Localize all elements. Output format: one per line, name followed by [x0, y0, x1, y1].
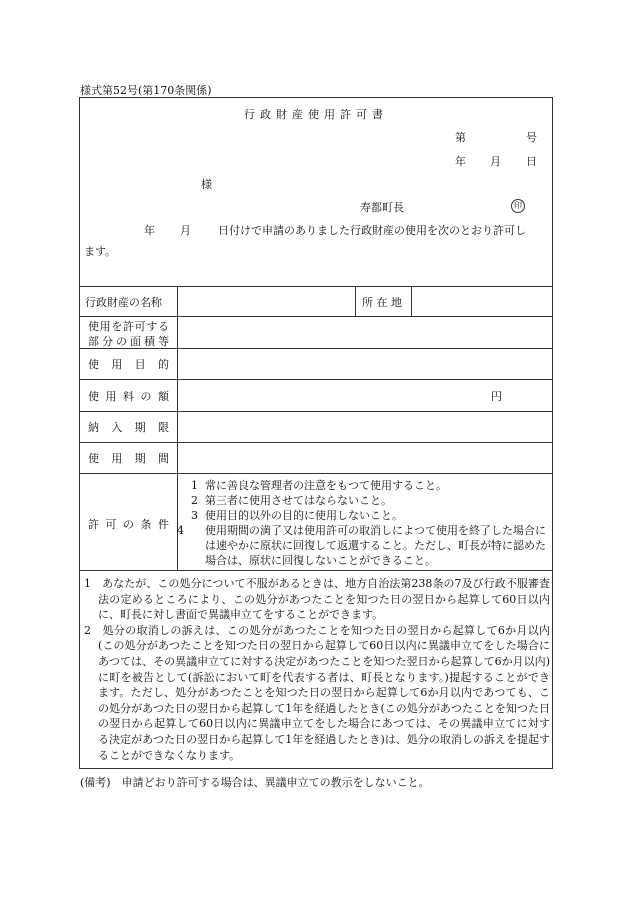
remark: (備考) 申請どおり許可する場合は、異議申立ての教示をしないこと。: [80, 776, 430, 789]
form-title: 行政財産使用許可書: [244, 108, 388, 121]
condition-number: 1: [191, 479, 198, 492]
label-location: 所 在 地: [362, 296, 402, 309]
row-divider: [80, 411, 552, 412]
row-divider: [80, 442, 552, 443]
condition-item: [177, 523, 551, 568]
condition-number: 3: [191, 509, 198, 522]
condition-number: 2: [191, 494, 198, 507]
appeal-notice: [84, 576, 550, 763]
condition-item: [191, 493, 551, 508]
condition-text: 常に善良な管理者の注意をもつて使用すること。: [205, 479, 447, 492]
form-number-label: 様式第52号(第170条関係): [80, 84, 212, 97]
issuer: 寿都町長: [360, 201, 404, 214]
seal-mark: 印: [511, 199, 525, 213]
label-period: 使用期間: [88, 452, 169, 465]
label-fee: 使用料の額: [88, 390, 169, 403]
condition-item: [191, 478, 551, 493]
date-month: 月: [490, 155, 501, 168]
condition-text: 使用期間の満了又は使用許可の取消しによつて使用を終了した場合には速やかに原状に回復して返還すること。ただし、町長が特に認めた場合は、原状に回復しないことができること。: [205, 524, 546, 567]
fee-unit: 円: [491, 390, 502, 403]
label-area-line1: 使用を許可する: [88, 320, 169, 333]
row-divider: [80, 316, 552, 317]
label-conditions: 許可の条件: [88, 518, 169, 531]
notice-paragraph: 1 あなたが、この処分について不服があるときは、地方自治法第238条の7及び行政不服審査法の定めるところにより、この処分があつたことを知つた日の翌日から起算して60日以内に、町長に対し書面で異議申立てをすることができます。: [84, 577, 550, 622]
intro-month: 月: [180, 224, 191, 237]
label-purpose: 使用目的: [88, 358, 169, 371]
condition-text: 使用目的以外の目的に使用しないこと。: [205, 509, 403, 522]
date-day: 日: [526, 155, 537, 168]
label-payment-due: 納入期限: [88, 421, 169, 434]
row-divider: [80, 473, 552, 474]
intro-text-continued: ます。: [84, 245, 117, 258]
row-divider: [80, 379, 552, 380]
permit-form: [79, 97, 553, 769]
number-suffix: 号: [526, 131, 537, 144]
addressee-suffix: 様: [201, 178, 212, 191]
condition-text: 第三者に使用させてはならないこと。: [205, 494, 392, 507]
date-year: 年: [455, 155, 466, 168]
intro-text: 日付けで申請のありました行政財産の使用を次のとおり許可し: [218, 224, 526, 237]
label-property-name: 行政財産の名称: [85, 296, 162, 309]
location-divider: [355, 286, 356, 316]
table-top-border: [80, 286, 552, 287]
number-prefix: 第: [455, 131, 466, 144]
condition-number: 4: [177, 524, 184, 537]
table-bottom-border: [80, 570, 552, 571]
notice-paragraph: 2 処分の取消しの訴えは、この処分があつたことを知つた日の翌日から起算して6か月以内(この処分があつたことを知つた日の翌日から起算して60日以内に異議申立てをした場合にあつては、その異議申立てに対する決定があつたことを知つた翌日から起算して6か月以内)に町を被告として(訴訟において町を代表する者は、町長となります。)提起することができます。ただし、処分があつたことを知つた日の翌日から起算して6か月以内であつても、この処分があつた日の翌日から起算して1年を経過したとき(この処分があつたことを知つた日の翌日から起算して60日以内に異議申立てをした場合にあつては、その異議申立てに対する決定があつた日の翌日から起算して1年を経過したとき)は、処分の取消しの訴えを提起することができなくなります。: [84, 623, 550, 762]
label-area-line2: 部分の面積等: [88, 335, 169, 348]
intro-year: 年: [144, 224, 155, 237]
condition-item: [191, 508, 551, 523]
location-divider: [411, 286, 412, 316]
